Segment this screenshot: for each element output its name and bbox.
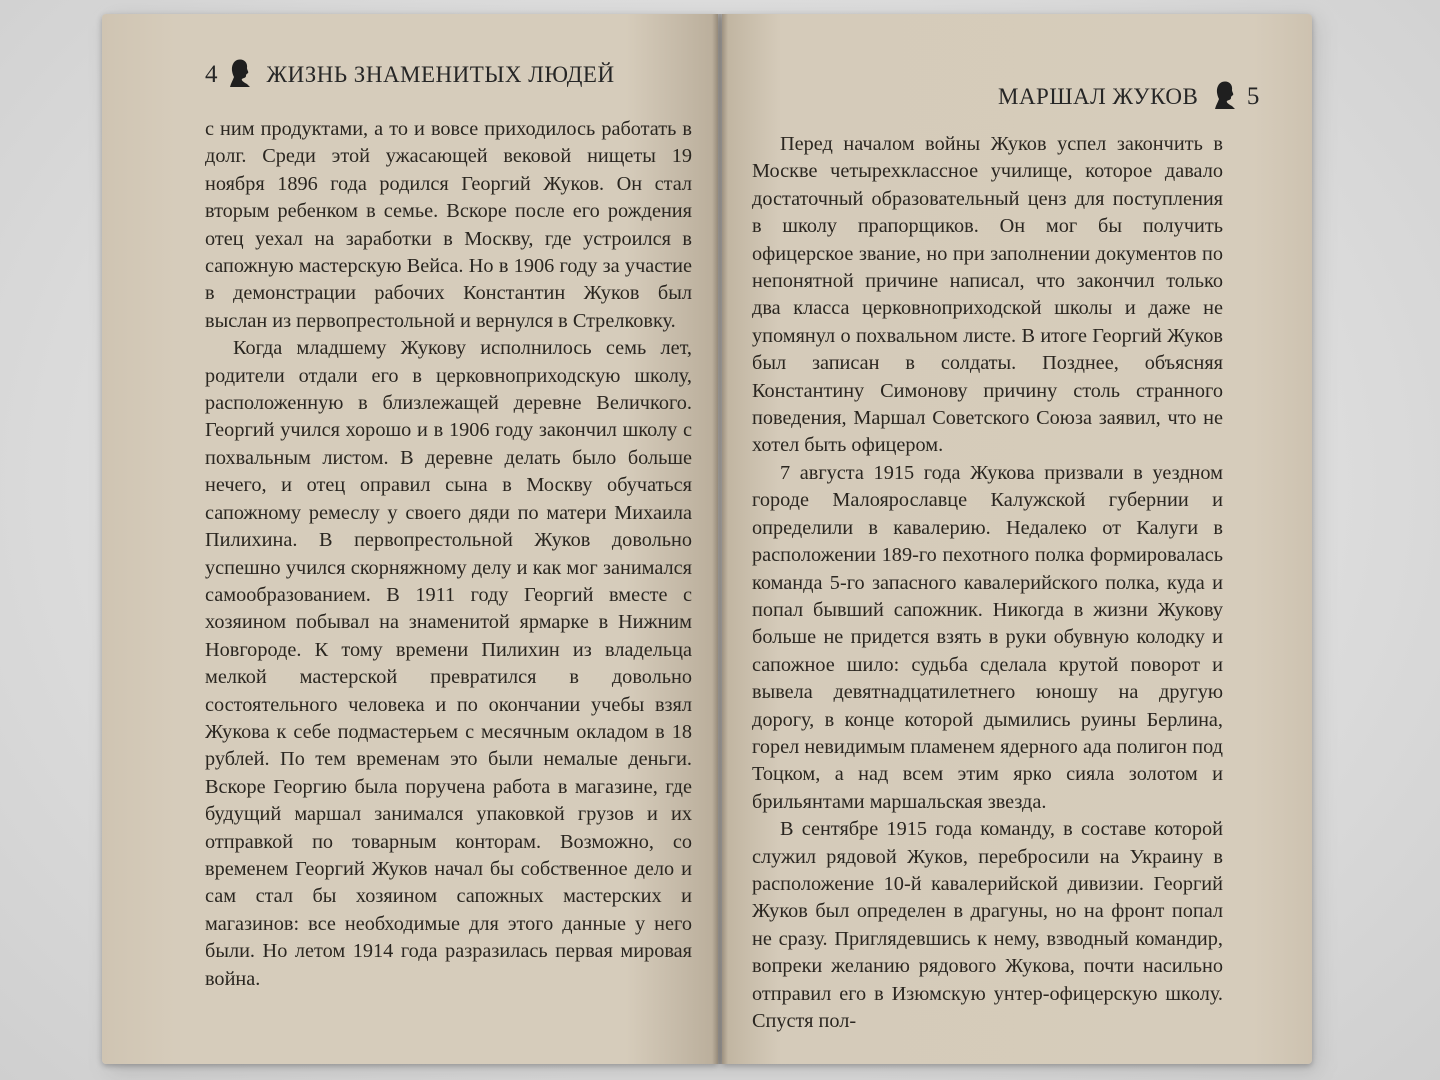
left-paragraph-2: Когда младшему Жукову исполнилось семь лет, родители отдали его в церковноприходскую школу, расположенную в близлежащей деревне Величкого. Георгий учился хорошо и в 1906 году закончил школу с похвальным листом. В деревне делать было больше нечего, и отец оправил сына в Москву обучаться сапожному ремеслу у своего дяди по матери Михаила Пилихина. В первопрестольной Жуков довольно успешно учился скорняжному делу и как мог занимался самообразованием. В 1911 году Георгий вместе с хозяином побывал на знаменитой ярмарке в Нижним Новгороде. К тому времени Пилихин из владельца мелкой мастерской превратился в довольно состоятельного человека и по окончании учебы взял Жукова к себе подмастерьем с месячным окладом в 18 рублей. По тем временам это были немалые деньги. Вскоре Георгию была поручена работа в магазине, где будущий маршал занимался упаковкой грузов и их отправкой по товарным конторам. Возможно, со временем Георгий Жуков начал бы собственное дело и сам стал бы хозяином сапожных мастерских и магазинов: все необходимые для этого данные у него были. Но летом 1914 года разразилась первая мировая война.	[205, 337, 692, 990]
book-gutter	[712, 14, 728, 1064]
silhouette-profile-icon	[228, 58, 252, 88]
left-page-body	[205, 116, 692, 993]
right-running-head-title: МАРШАЛ ЖУКОВ	[998, 84, 1199, 109]
right-paragraph-2: 7 августа 1915 года Жукова призвали в уездном городе Малоярославце Калужской губернии и определили в кавалерию. Недалеко от Калуги в расположении 189-го пехотного полка формировалась команда 5-го запасного кавалерийского полка, куда и попал бывший сапожник. Никогда в жизни Жукову больше не придется взять в руки обувную колодку и сапожное шило: судьба сделала крутой поворот и вывела девятнадцатилетнего юношу на другую дорогу, в конце которой дымились руины Берлина, горел невидимым пламенем ядерного ада полигон под Тоцком, а над всем этим ярко сияла золотом и брильянтами маршальская звезда.	[752, 461, 1223, 813]
left-running-head	[205, 58, 619, 89]
left-page-number: 4	[205, 61, 218, 88]
left-running-head-title: ЖИЗНЬ ЗНАМЕНИТЫХ ЛЮДЕЙ	[266, 62, 615, 87]
silhouette-profile-icon	[1213, 80, 1237, 110]
right-running-head	[994, 80, 1260, 111]
right-paragraph-3: В сентябре 1915 года команду, в составе которой служил рядовой Жуков, перебросили на Украину в расположение 10-й кавалерийской дивизии. Георгий Жуков был определен в драгуны, но на фронт попал не сразу. Приглядевшись к нему, взводный командир, вопреки желанию рядового Жукова, почти насильно отправил его в Изюмскую унтер-офицерскую школу. Спустя пол-	[752, 818, 1223, 1032]
right-page-body	[752, 131, 1223, 1035]
left-paragraph-1: с ним продуктами, а то и вовсе приходилось работать в долг. Среди этой ужасающей вековой нищеты 19 ноября 1896 года родился Георгий Жуков. Он стал вторым ребенком в семье. Вскоре после его рождения отец уехал на заработки в Москву, где устроился в сапожную мастерскую Вейса. Но в 1906 году за участие в демонстрации рабочих Константин Жуков был выслан из первопрестольной и вернулся в Стрелковку.	[205, 118, 692, 332]
right-page-number: 5	[1246, 83, 1260, 110]
right-paragraph-1: Перед началом войны Жуков успел закончить в Москве четырехклассное училище, которое давало достаточный образовательный ценз для поступления в школу прапорщиков. Он мог бы получить офицерское звание, но при заполнении документов по непонятной причине написал, что закончил только два класса церковноприходской школы и даже не упомянул о похвальном листе. В итоге Георгий Жуков был записан в солдаты. Позднее, объясняя Константину Симонову причину столь странного поведения, Маршал Советского Союза заявил, что не хотел быть офицером.	[752, 133, 1223, 457]
